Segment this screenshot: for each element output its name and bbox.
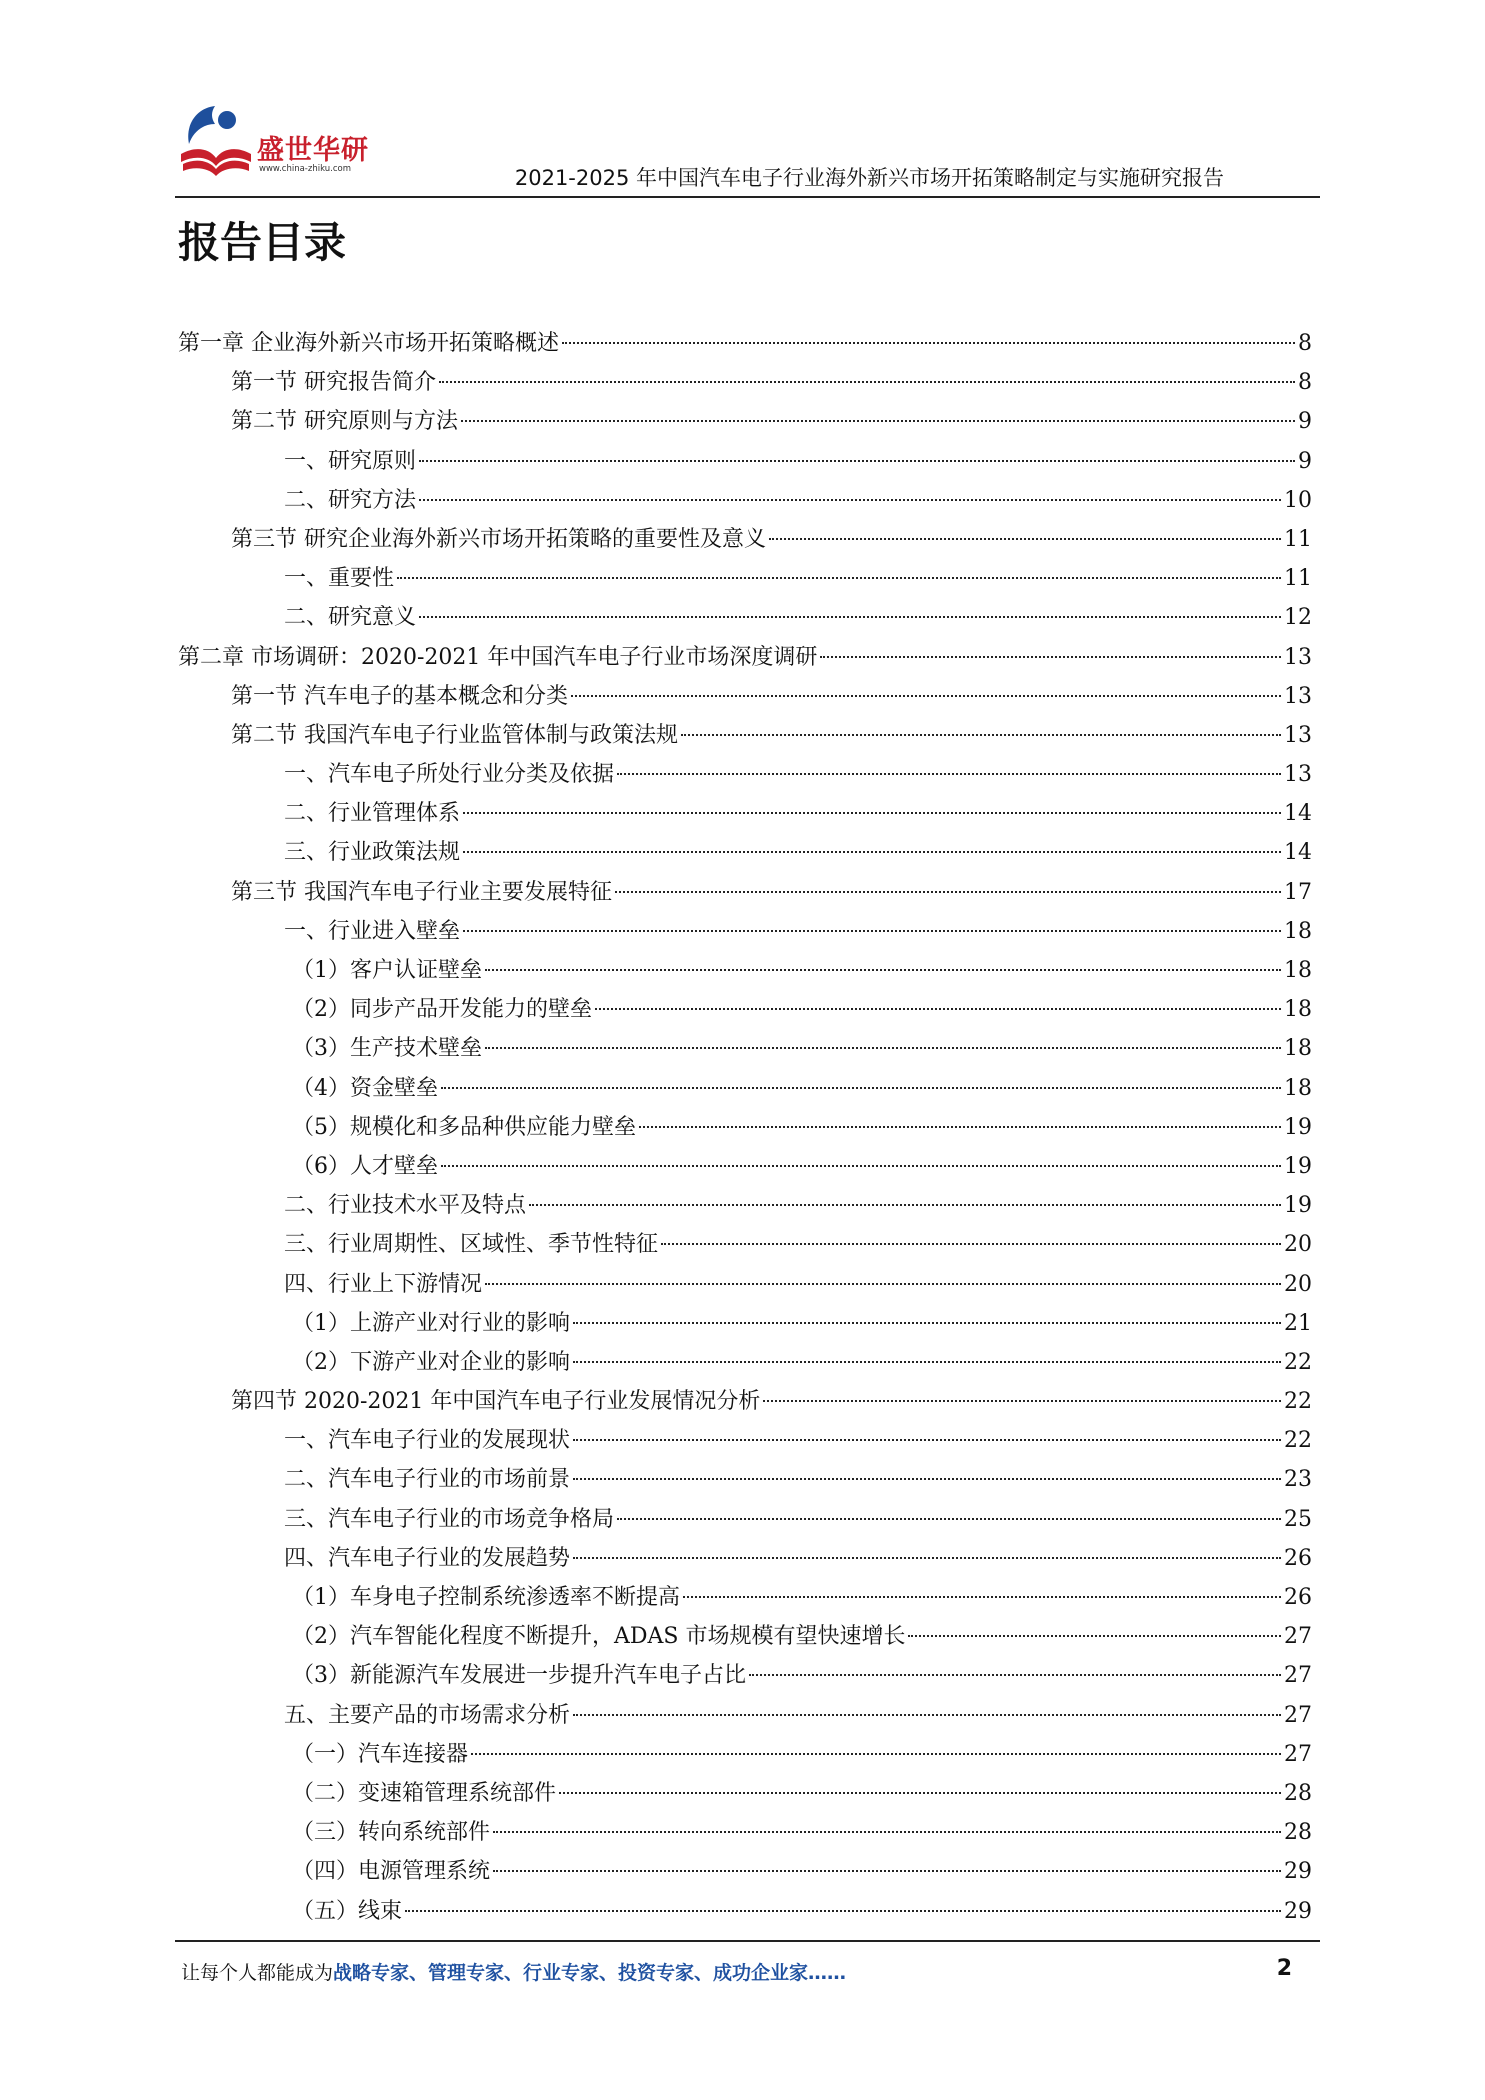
toc-entry[interactable] [178,1656,1312,1695]
toc-entry[interactable] [178,677,1312,716]
toc-leader-dots [441,1165,1281,1167]
company-logo [175,100,395,190]
toc-leader-dots [639,1126,1281,1128]
toc-entry-page: 18 [1284,1075,1312,1101]
toc-entry-page: 18 [1284,958,1312,983]
toc-entry[interactable] [178,1304,1312,1343]
toc-entry-title: 一、行业进入壁垒 [284,918,461,944]
logo-name: 盛世华研 [257,135,369,166]
toc-leader-dots [617,1518,1281,1520]
footer-slogan [181,1958,846,1985]
toc-leader-dots [683,1596,1281,1598]
toc-entry-page: 8 [1298,331,1312,356]
toc-entry-page: 18 [1284,1036,1312,1062]
toc-entry-page: 22 [1284,1389,1312,1415]
toc-leader-dots [485,1047,1281,1049]
toc-entry-page: 19 [1284,1114,1312,1140]
toc-entry-title: 一、汽车电子行业的发展现状 [284,1428,571,1454]
toc-entry-title: （三）转向系统部件 [292,1820,491,1846]
toc-entry-title: 五、主要产品的市场需求分析 [284,1702,571,1728]
toc-entry-title: （4）资金壁垒 [292,1075,438,1101]
toc-entry[interactable] [178,1421,1312,1460]
toc-entry-page: 22 [1284,1428,1312,1454]
toc-entry-title: （五）线束 [292,1898,403,1924]
toc-entry-title: 一、研究原则 [284,448,417,474]
toc-entry-page: 13 [1284,683,1312,709]
toc-entry-title: 一、重要性 [284,566,395,592]
toc-entry-title: 二、研究方法 [284,487,417,513]
toc-entry[interactable] [178,1147,1312,1186]
toc-entry[interactable] [178,442,1312,481]
toc-leader-dots [461,420,1295,422]
toc-entry-page: 13 [1284,762,1312,788]
toc-entry[interactable] [178,324,1312,363]
toc-leader-dots [573,1478,1281,1480]
toc-entry-title: 三、行业周期性、区域性、季节性特征 [284,1232,659,1258]
toc-entry[interactable] [178,1029,1312,1068]
page-footer [175,1940,1320,2002]
toc-leader-dots [463,930,1281,932]
toc-leader-dots [419,499,1281,501]
toc-entry[interactable] [178,1813,1312,1852]
toc-leader-dots [419,460,1295,462]
toc-entry-page: 28 [1284,1780,1312,1806]
toc-entry-page: 18 [1284,997,1312,1023]
toc-entry-title: （1）客户认证壁垒 [292,958,482,983]
toc-leader-dots [749,1674,1281,1676]
toc-leader-dots [595,1008,1281,1010]
toc-entry[interactable] [178,520,1312,559]
toc-entry[interactable] [178,1382,1312,1421]
toc-entry-title: （1）上游产业对行业的影响 [292,1310,570,1336]
toc-entry[interactable] [178,1186,1312,1225]
toc-entry[interactable] [178,559,1312,598]
toc-entry-page: 9 [1298,448,1312,474]
toc-leader-dots [573,1439,1281,1441]
toc-entry-page: 17 [1284,879,1312,905]
toc-entry-page: 12 [1284,605,1312,631]
toc-entry[interactable] [178,833,1312,872]
toc-entry-title: 第四节 2020-2021 年中国汽车电子行业发展情况分析 [231,1389,761,1415]
toc-entry-page: 18 [1284,918,1312,944]
toc-entry[interactable] [178,1069,1312,1108]
toc-entry[interactable] [178,402,1312,441]
toc-entry-page: 14 [1284,801,1312,827]
toc-leader-dots [573,1322,1281,1324]
toc-entry[interactable] [178,1617,1312,1656]
toc-entry-title: （5）规模化和多品种供应能力壁垒 [292,1114,636,1140]
toc-entry[interactable] [178,990,1312,1029]
toc-entry-title: 第三节 研究企业海外新兴市场开拓策略的重要性及意义 [231,526,766,552]
toc-entry[interactable] [178,363,1312,402]
toc-leader-dots [441,1087,1281,1089]
toc-leader-dots [681,734,1281,736]
logo-url: www.china-zhiku.com [259,164,351,174]
toc-entry-title: 一、汽车电子所处行业分类及依据 [284,762,615,788]
toc-entry[interactable] [178,1852,1312,1891]
toc-entry-title: （2）汽车智能化程度不断提升，ADAS 市场规模有望快速增长 [292,1624,906,1650]
toc-leader-dots [529,1204,1281,1206]
toc-entry-page: 20 [1284,1271,1312,1297]
toc-entry[interactable] [178,1735,1312,1774]
slogan-prefix: 让每个人都能成为 [181,1962,334,1984]
toc-entry[interactable] [178,794,1312,833]
toc-entry-title: 四、行业上下游情况 [284,1271,483,1297]
table-of-contents [178,324,1312,1931]
toc-entry-title: 第二节 研究原则与方法 [231,409,458,435]
toc-entry-title: 二、汽车电子行业的市场前景 [284,1467,571,1493]
toc-leader-dots [763,1400,1281,1402]
toc-entry[interactable] [178,1460,1312,1499]
toc-entry[interactable] [178,1343,1312,1382]
toc-entry-page: 19 [1284,1153,1312,1179]
toc-entry[interactable] [178,873,1312,912]
toc-entry[interactable] [178,1892,1312,1931]
toc-entry-title: （四）电源管理系统 [292,1859,491,1885]
page-number: 2 [1276,1956,1292,1981]
toc-entry[interactable] [178,951,1312,990]
toc-entry[interactable] [178,1578,1312,1617]
toc-leader-dots [397,577,1281,579]
toc-entry-page: 29 [1284,1859,1312,1885]
toc-entry[interactable] [178,716,1312,755]
logo-book-icon [175,102,257,192]
report-title: 2021-2025 年中国汽车电子行业海外新兴市场开拓策略制定与实施研究报告 [514,166,1224,190]
toc-entry[interactable] [178,481,1312,520]
toc-leader-dots [439,381,1295,383]
toc-entry-page: 25 [1284,1506,1312,1532]
toc-leader-dots [571,695,1281,697]
toc-leader-dots [573,1557,1281,1559]
toc-leader-dots [463,851,1281,853]
toc-leader-dots [617,773,1281,775]
toc-entry-page: 23 [1284,1467,1312,1493]
toc-entry-title: （二）变速箱管理系统部件 [292,1780,557,1806]
toc-entry[interactable] [178,1539,1312,1578]
toc-entry-title: 四、汽车电子行业的发展趋势 [284,1545,571,1571]
toc-entry-page: 10 [1284,487,1312,513]
toc-entry-title: 第二节 我国汽车电子行业监管体制与政策法规 [231,722,678,748]
toc-entry[interactable] [178,755,1312,794]
toc-entry[interactable] [178,638,1312,677]
toc-entry-page: 11 [1284,526,1312,552]
toc-entry-title: 二、研究意义 [284,605,417,631]
toc-entry-title: （2）同步产品开发能力的壁垒 [292,997,592,1023]
toc-entry-title: （1）车身电子控制系统渗透率不断提高 [292,1585,680,1610]
toc-leader-dots [463,812,1281,814]
toc-entry-title: 第一节 汽车电子的基本概念和分类 [231,683,568,709]
toc-entry-page: 13 [1284,722,1312,748]
toc-entry-page: 28 [1284,1820,1312,1846]
toc-entry-page: 14 [1284,840,1312,866]
toc-leader-dots [493,1870,1281,1872]
toc-entry-page: 29 [1284,1898,1312,1924]
toc-entry-title: 第一节 研究报告简介 [231,370,436,396]
toc-leader-dots [562,342,1295,344]
toc-entry-title: 第三节 我国汽车电子行业主要发展特征 [231,879,612,905]
toc-entry-page: 27 [1284,1702,1312,1728]
toc-leader-dots [405,1910,1281,1912]
toc-leader-dots [419,616,1281,618]
toc-entry[interactable] [178,1774,1312,1813]
toc-leader-dots [485,969,1281,971]
toc-entry-page: 27 [1284,1624,1312,1650]
toc-entry-page: 26 [1284,1545,1312,1571]
toc-entry-page: 27 [1284,1663,1312,1689]
toc-entry-page: 8 [1298,370,1312,396]
toc-entry[interactable] [178,1500,1312,1539]
slogan-highlight: 战略专家、管理专家、行业专家、投资专家、成功企业家…… [333,1962,847,1984]
toc-leader-dots [615,891,1281,893]
toc-entry-title: 二、行业管理体系 [284,801,461,827]
toc-entry-page: 19 [1284,1193,1312,1219]
toc-leader-dots [769,538,1281,540]
toc-entry-title: （一）汽车连接器 [292,1741,469,1767]
toc-entry-page: 13 [1284,644,1312,670]
toc-entry-title: 第一章 企业海外新兴市场开拓策略概述 [178,331,559,356]
toc-leader-dots [471,1753,1281,1755]
toc-entry-page: 21 [1284,1310,1312,1336]
toc-leader-dots [820,656,1281,658]
toc-entry-page: 20 [1284,1232,1312,1258]
toc-entry[interactable] [178,598,1312,637]
toc-entry-title: 二、行业技术水平及特点 [284,1193,527,1219]
toc-entry-page: 27 [1284,1741,1312,1767]
toc-entry[interactable] [178,1265,1312,1304]
toc-entry-page: 26 [1284,1585,1312,1610]
toc-entry[interactable] [178,1108,1312,1147]
toc-leader-dots [493,1831,1281,1833]
toc-leader-dots [559,1792,1281,1794]
toc-entry-title: （2）下游产业对企业的影响 [292,1349,570,1375]
toc-entry-page: 11 [1284,566,1312,592]
toc-entry-title: 第二章 市场调研：2020-2021 年中国汽车电子行业市场深度调研 [178,644,818,670]
toc-leader-dots [661,1243,1281,1245]
toc-heading: 报告目录 [178,218,347,267]
toc-entry[interactable] [178,1225,1312,1264]
toc-leader-dots [573,1714,1281,1716]
toc-leader-dots [573,1361,1281,1363]
toc-entry[interactable] [178,912,1312,951]
toc-entry-title: 三、行业政策法规 [284,840,461,866]
toc-entry-title: 三、汽车电子行业的市场竞争格局 [284,1506,615,1532]
toc-entry-page: 22 [1284,1349,1312,1375]
toc-leader-dots [485,1283,1281,1285]
page-header [175,100,1320,198]
toc-entry-title: （6）人才壁垒 [292,1153,438,1179]
toc-entry-title: （3）生产技术壁垒 [292,1036,482,1062]
toc-entry-title: （3）新能源汽车发展进一步提升汽车电子占比 [292,1663,746,1689]
toc-entry[interactable] [178,1696,1312,1735]
toc-entry-page: 9 [1298,409,1312,435]
toc-leader-dots [908,1635,1281,1637]
